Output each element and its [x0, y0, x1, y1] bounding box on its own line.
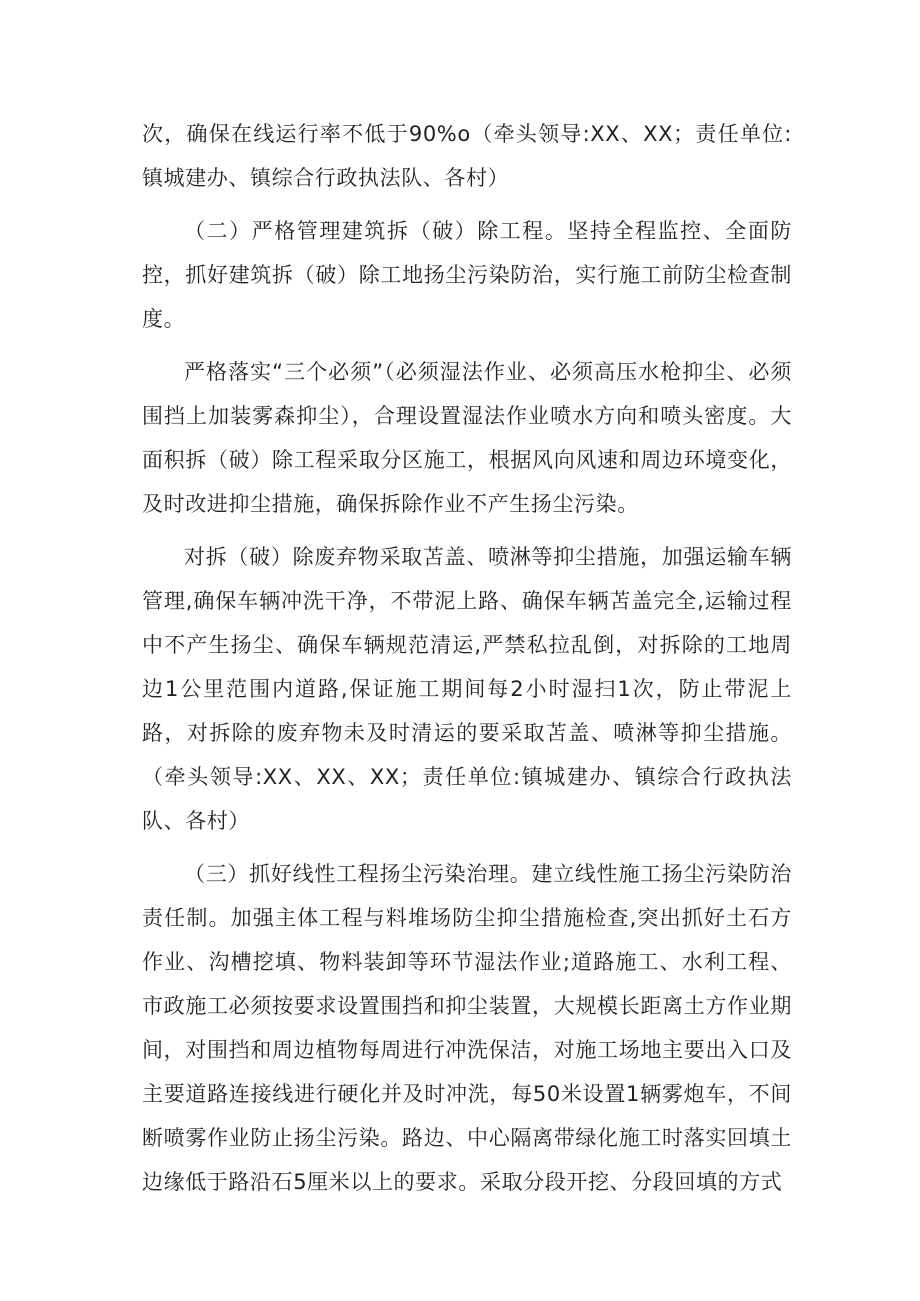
paragraph-section-2: （二）严格管理建筑拆（破）除工程。坚持全程监控、全面防控，抓好建筑拆（破）除工地扬尘污染防治，实行施工前防尘检查制度。: [142, 219, 792, 331]
document-body: [142, 112, 792, 1204]
paragraph-three-musts: 严格落实“三个必须”（必须湿法作业、必须高压水枪抑尘、必须围挡上加装雾森抑尘），合理设置湿法作业喷水方向和喷头密度。大面积拆（破）除工程采取分区施工，根据风向风速和周边环境变化，及时改进抑尘措施，确保拆除作业不产生扬尘污染。: [142, 360, 792, 516]
paragraph-section-3: （三）抓好线性工程扬尘污染治理。建立线性施工扬尘污染防治责任制。加强主体工程与料堆场防尘抑尘措施检查,突出抓好土石方作业、沟槽挖填、物料装卸等环节湿法作业;道路施工、水利工程、市政施工必须按要求设置围挡和抑尘装置，大规模长距离土方作业期间，对围挡和周边植物每周进行冲洗保洁，对施工场地主要出入口及主要道路连接线进行硬化并及时冲洗，每50米设置1辆雾炮车，不间断喷雾作业防止扬尘污染。路边、中心隔离带绿化施工时落实回填土边缘低于路沿石5厘米以上的要求。采取分段开挖、分段回填的方式: [142, 862, 792, 1194]
paragraph-continuation: 次，确保在线运行率不低于90%o（牵头领导:XX、XX；责任单位:镇城建办、镇综合行政执法队、各村）: [142, 122, 792, 190]
paragraph-waste-handling: 对拆（破）除废弃物采取苫盖、喷淋等抑尘措施，加强运输车辆管理,确保车辆冲洗干净，不带泥上路、确保车辆苫盖完全,运输过程中不产生扬尘、确保车辆规范清运,严禁私拉乱倒，对拆除的工地周边1公里范围内道路,保证施工期间每2小时湿扫1次，防止带泥上路，对拆除的废弃物未及时清运的要采取苫盖、喷淋等抑尘措施。（牵头领导:XX、XX、XX；责任单位:镇城建办、镇综合行政执法队、各村）: [142, 545, 792, 833]
